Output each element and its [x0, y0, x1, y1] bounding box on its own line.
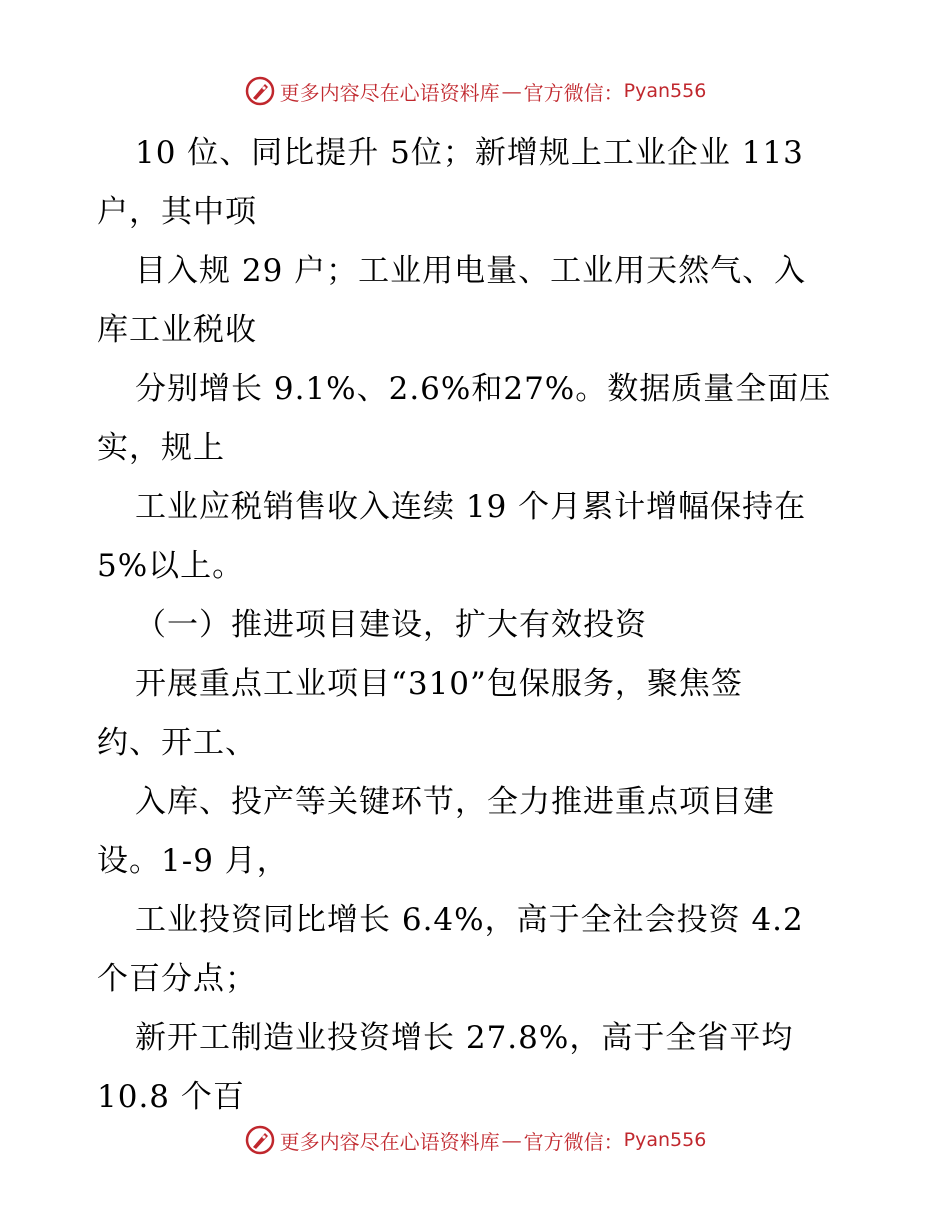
text-line: 分别增长 9.1%、2.6%和27%。数据质量全面压 — [135, 371, 832, 407]
text-line: 目入规 29 户；工业用电量、工业用天然气、入 — [135, 253, 807, 289]
watermark-account-label: 官方微信： — [523, 80, 624, 105]
section-heading: （一）推进项目建设，扩大有效投资 — [135, 607, 647, 643]
watermark-account-id: Pyan556 — [623, 80, 707, 102]
watermark-separator: — — [501, 1128, 522, 1152]
watermark-footer — [0, 1120, 950, 1160]
text-line: 开展重点工业项目“310”包保服务，聚焦签 — [135, 666, 743, 702]
text-line: 约、开工、 — [97, 725, 257, 761]
text-line: 新开工制造业投资增长 27.8%，高于全省平均 — [135, 1020, 794, 1056]
text-line: 实，规上 — [97, 430, 225, 466]
watermark-header — [0, 71, 950, 111]
text-line: 个百分点； — [97, 961, 257, 997]
text-line: 工业应税销售收入连续 19 个月累计增幅保持在 — [135, 489, 807, 525]
watermark-account-label: 官方微信： — [523, 1129, 624, 1154]
watermark-text: 更多内容尽在心语资料库 — [279, 1129, 500, 1154]
body-text — [97, 124, 887, 1127]
pen-nib-logo-icon — [244, 75, 276, 107]
text-line: 设。1-9 月， — [97, 843, 289, 879]
watermark-account-id: Pyan556 — [623, 1129, 707, 1151]
text-line: 5%以上。 — [97, 548, 245, 584]
text-line: 10 位、同比提升 5位；新增规上工业企业 113 — [135, 135, 804, 171]
pen-nib-logo-icon — [244, 1124, 276, 1156]
text-line: 户，其中项 — [97, 194, 257, 230]
watermark-separator: — — [501, 79, 522, 103]
watermark-text: 更多内容尽在心语资料库 — [279, 80, 500, 105]
text-line: 工业投资同比增长 6.4%，高于全社会投资 4.2 — [135, 902, 804, 938]
text-line: 入库、投产等关键环节，全力推进重点项目建 — [135, 784, 775, 820]
text-line: 10.8 个百 — [97, 1079, 245, 1115]
text-line: 库工业税收 — [97, 312, 257, 348]
